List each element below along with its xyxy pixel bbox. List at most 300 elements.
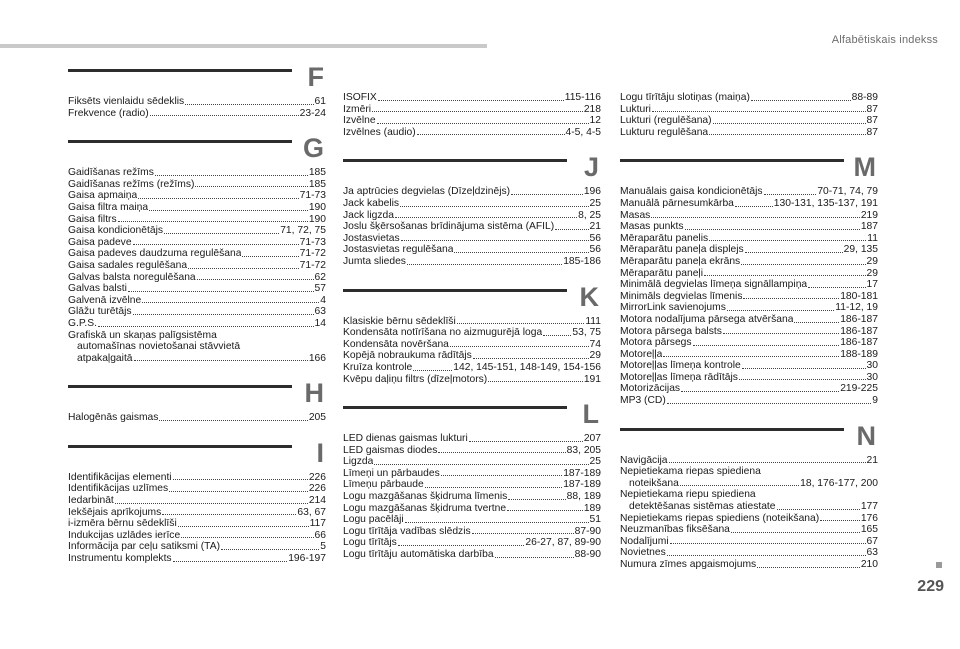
index-entry xyxy=(343,433,601,445)
letter-heading xyxy=(68,62,326,96)
entry-page: 205 xyxy=(308,412,326,424)
index-entry xyxy=(68,96,326,108)
letter-rule xyxy=(343,289,567,292)
index-entry xyxy=(620,547,878,559)
section-letter: L xyxy=(582,399,599,430)
index-section xyxy=(343,399,601,561)
index-entry xyxy=(620,244,878,256)
dot-leader xyxy=(195,186,307,187)
index-entry xyxy=(68,167,326,179)
index-entry xyxy=(620,337,878,349)
entry-page: 17 xyxy=(866,279,878,291)
section-letter: H xyxy=(304,378,324,409)
entry-text: Gaisa apmaiņa xyxy=(68,190,138,202)
index-entry xyxy=(343,186,601,198)
entry-page: 219-225 xyxy=(840,383,878,395)
dot-leader xyxy=(670,543,866,544)
index-entry xyxy=(68,483,326,495)
dot-leader xyxy=(669,462,866,463)
entry-text: Minimāls degvielas līmenis xyxy=(620,290,743,302)
entry-text: i-izmēra bērnu sēdeklīši xyxy=(68,518,177,530)
dot-leader xyxy=(374,464,588,465)
entry-text: Līmeņi un pārbaudes xyxy=(343,467,440,479)
entry-text: Gaisa sadales regulēšana xyxy=(68,259,188,271)
entry-page: 219 xyxy=(860,209,878,221)
index-entry xyxy=(343,339,601,351)
index-entry xyxy=(620,256,878,268)
entry-page: 51 xyxy=(589,514,601,526)
letter-rule xyxy=(68,140,292,143)
dot-leader xyxy=(149,210,308,211)
dot-leader xyxy=(743,298,839,299)
entry-text: Jumta sliedes xyxy=(343,255,406,267)
entry-text: LED gaismas diodes xyxy=(343,444,438,456)
index-entry xyxy=(68,202,326,214)
index-entry xyxy=(343,327,601,339)
entry-text: LED dienas gaismas lukturi xyxy=(343,433,468,445)
index-entry xyxy=(343,503,601,515)
entry-text: Ja aptrūcies degvielas (Dīzeļdzinējs) xyxy=(343,186,511,198)
entry-page: 74 xyxy=(589,338,601,350)
index-entry xyxy=(620,349,878,361)
entry-page: 186-187 xyxy=(840,313,878,325)
entry-text: Fiksēts vienlaidu sēdeklis xyxy=(68,96,185,107)
index-entry xyxy=(620,92,878,104)
dot-leader xyxy=(667,403,872,404)
dot-leader xyxy=(197,279,314,280)
section-letter: G xyxy=(302,133,324,164)
dot-leader xyxy=(681,391,839,392)
entry-text: Grafiskā un skaņas palīgsistēma xyxy=(68,329,217,341)
entry-text: Logu mazgāšanas šķidruma līmenis xyxy=(343,491,508,503)
index-entry xyxy=(68,237,326,249)
section-letter: K xyxy=(579,281,599,312)
entry-page: 186-187 xyxy=(840,325,878,337)
index-column-1 xyxy=(68,62,326,565)
entry-text: Neuzmanības fiksēšana xyxy=(620,524,730,536)
dot-leader xyxy=(115,503,308,504)
dot-leader xyxy=(751,100,851,101)
entry-page: 4 xyxy=(320,294,326,306)
dot-leader xyxy=(693,345,840,346)
entry-page: 71-72 xyxy=(299,259,326,271)
dot-leader xyxy=(118,221,308,222)
entry-page: 218 xyxy=(583,103,601,115)
dot-leader xyxy=(709,240,866,241)
index-entry xyxy=(68,108,326,120)
index-section xyxy=(68,133,326,364)
section-letter: N xyxy=(856,420,876,451)
entry-text: Gaisa filtra maiņa xyxy=(68,201,149,213)
entry-list xyxy=(343,316,601,386)
entry-list xyxy=(343,433,601,561)
index-entry xyxy=(68,541,326,553)
dot-leader xyxy=(372,111,583,112)
dot-leader xyxy=(794,322,839,323)
dot-leader xyxy=(739,379,866,380)
index-entry xyxy=(343,233,601,245)
entry-page: 30 xyxy=(866,360,878,372)
letter-heading xyxy=(68,133,326,167)
entry-page: 130-131, 135-137, 191 xyxy=(773,197,878,209)
entry-page: 185 xyxy=(308,167,326,179)
entry-text: Identifikācijas elementi xyxy=(68,471,172,483)
entry-text: Jack kabelis xyxy=(343,197,400,209)
index-entry xyxy=(68,507,326,519)
entry-text: Novietnes xyxy=(620,547,666,559)
dot-leader xyxy=(142,302,319,303)
entry-text: Jostasvietas xyxy=(343,232,400,244)
entry-text: Kruīza kontrole xyxy=(343,361,413,373)
entry-text: Gaidīšanas režīms xyxy=(68,167,154,179)
entry-page: 11-12, 19 xyxy=(835,302,878,314)
index-entry xyxy=(343,92,601,104)
index-entry xyxy=(68,472,326,484)
dot-leader xyxy=(395,217,577,218)
entry-page: 18, 176-177, 200 xyxy=(800,477,878,489)
index-entry xyxy=(620,198,878,210)
entry-page: 12 xyxy=(589,115,601,127)
entry-page: 61 xyxy=(314,96,326,107)
index-entry xyxy=(620,314,878,326)
page-marker-square xyxy=(936,562,942,568)
entry-page: 29 xyxy=(866,255,878,267)
entry-text: Frekvence (radio) xyxy=(68,107,149,119)
index-entry xyxy=(68,190,326,202)
entry-page: 57 xyxy=(314,283,326,295)
entry-page: 226 xyxy=(308,471,326,483)
dot-leader xyxy=(457,323,585,324)
entry-text: Izmēri xyxy=(343,103,372,115)
index-entry-continuation xyxy=(620,501,878,513)
entry-page: 88-89 xyxy=(851,92,878,103)
entry-page: 190 xyxy=(308,201,326,213)
entry-text: G.P.S. xyxy=(68,317,97,329)
entry-text: Jack ligzda xyxy=(343,209,394,221)
entry-text: Motora nodalījuma pārsega atvēršana xyxy=(620,313,794,325)
dot-leader xyxy=(134,360,308,361)
dot-leader xyxy=(507,510,583,511)
dot-leader xyxy=(543,335,571,336)
entry-text: Gaisa kondicionētājs xyxy=(68,225,164,237)
dot-leader xyxy=(173,479,308,480)
dot-leader xyxy=(242,256,298,257)
index-entry xyxy=(620,186,878,198)
dot-leader xyxy=(398,545,525,546)
dot-leader xyxy=(652,111,866,112)
letter-rule xyxy=(620,428,844,431)
entry-text: Izvēlnes (audio) xyxy=(343,126,416,138)
entry-text: Logu tīrītāja vadības slēdzis xyxy=(343,525,471,537)
letter-heading xyxy=(620,421,878,455)
index-entry xyxy=(68,272,326,284)
index-entry xyxy=(620,233,878,245)
dot-leader xyxy=(413,370,452,371)
index-section xyxy=(68,438,326,565)
entry-page: 29 xyxy=(866,267,878,279)
entry-text: Lukturi (regulēšana) xyxy=(620,115,712,127)
index-entry xyxy=(620,302,878,314)
index-entry-continuation xyxy=(620,478,878,490)
letter-rule xyxy=(620,159,844,162)
section-letter: J xyxy=(583,152,599,183)
entry-page: 87-90 xyxy=(574,525,601,537)
index-entry xyxy=(343,115,601,127)
entry-page: 14 xyxy=(314,317,326,329)
entry-page: 210 xyxy=(860,559,878,570)
index-column-3 xyxy=(620,92,878,571)
dot-leader xyxy=(820,520,860,521)
dot-leader xyxy=(469,441,583,442)
entry-page: 111 xyxy=(585,315,601,327)
entry-text: Glāžu turētājs xyxy=(68,306,132,318)
entry-list xyxy=(68,412,326,424)
dot-leader xyxy=(488,381,583,382)
dot-leader xyxy=(741,264,865,265)
entry-text: Mēraparātu panelis xyxy=(620,232,709,244)
entry-page: 29 xyxy=(589,350,601,362)
dot-leader xyxy=(709,134,865,135)
index-entry xyxy=(343,549,601,561)
entry-page: 190 xyxy=(308,213,326,225)
index-entry xyxy=(620,513,878,525)
dot-leader xyxy=(133,314,314,315)
index-entry xyxy=(620,279,878,291)
entry-page: 71, 72, 75 xyxy=(280,225,326,237)
entry-text: Galvas balsta noregulēšana xyxy=(68,271,196,283)
dot-leader xyxy=(407,264,562,265)
entry-page: 189 xyxy=(583,502,601,514)
dot-leader xyxy=(495,557,574,558)
entry-text: noteikšana xyxy=(629,477,679,489)
entry-text: Logu tīrītāju slotiņas (maiņa) xyxy=(620,92,750,103)
dot-leader xyxy=(164,233,279,234)
index-entry xyxy=(620,536,878,548)
entry-page: 56 xyxy=(589,244,601,256)
section-title: Alfabētiskais indekss xyxy=(831,34,938,46)
entry-text: Mēraparātu paneļa displejs xyxy=(620,244,744,256)
entry-text: Mēraparātu paneļa ekrāns xyxy=(620,255,741,267)
letter-rule xyxy=(343,159,567,162)
entry-page: 25 xyxy=(589,197,601,209)
entry-page: 226 xyxy=(308,483,326,495)
entry-page: 83, 205 xyxy=(566,444,601,456)
index-entry xyxy=(343,479,601,491)
dot-leader xyxy=(162,514,296,515)
dot-leader xyxy=(742,368,866,369)
entry-list xyxy=(68,472,326,565)
index-entry xyxy=(343,244,601,256)
entry-page: 26-27, 87, 89-90 xyxy=(525,537,601,549)
entry-text: Motoreļļas līmeņa rādītājs xyxy=(620,371,738,383)
dot-leader xyxy=(731,532,860,533)
letter-heading xyxy=(620,152,878,186)
index-entry xyxy=(343,350,601,362)
entry-text: ISOFIX xyxy=(343,92,377,103)
index-section xyxy=(620,421,878,571)
dot-leader xyxy=(450,346,589,347)
entry-text: Masas punkts xyxy=(620,221,684,233)
dot-leader xyxy=(713,123,866,124)
entry-text: Nodalījumi xyxy=(620,535,669,547)
entry-text: Klasiskie bērnu sēdeklīši xyxy=(343,315,456,327)
entry-text: Logu tīrītāju automātiska darbība xyxy=(343,549,494,561)
entry-page: 5 xyxy=(320,541,326,553)
entry-page: 186-187 xyxy=(840,337,878,349)
entry-list xyxy=(343,92,601,138)
dot-leader xyxy=(667,555,866,556)
entry-page: 63, 67 xyxy=(297,506,326,518)
entry-text: Galvas balsti xyxy=(68,283,127,295)
entry-page: 142, 145-151, 148-149, 154-156 xyxy=(453,361,601,373)
entry-text: Lukturu regulēšana xyxy=(620,126,709,138)
entry-page: 29, 135 xyxy=(843,244,878,256)
entry-text: Halogēnās gaismas xyxy=(68,412,159,424)
entry-page: 87 xyxy=(866,103,878,115)
index-entry xyxy=(68,306,326,318)
dot-leader xyxy=(133,244,299,245)
letter-heading xyxy=(68,378,326,412)
entry-text: MP3 (CD) xyxy=(620,395,666,407)
dot-leader xyxy=(651,217,859,218)
dot-leader xyxy=(173,561,288,562)
dot-leader xyxy=(185,104,313,105)
index-entry xyxy=(343,445,601,457)
dot-leader xyxy=(757,567,860,568)
page-number: 229 xyxy=(917,578,944,595)
entry-page: 87 xyxy=(866,115,878,127)
entry-list xyxy=(620,92,878,138)
entry-text: Logu pacēlāji xyxy=(343,514,404,526)
entry-text: Jostasvietas regulēšana xyxy=(343,244,454,256)
index-entry xyxy=(68,295,326,307)
index-entry xyxy=(343,526,601,538)
header-rule xyxy=(0,44,487,48)
entry-page: 185-186 xyxy=(563,255,601,267)
entry-list xyxy=(343,186,601,267)
dot-leader xyxy=(727,310,834,311)
index-entry xyxy=(68,553,326,565)
dot-leader xyxy=(438,452,565,453)
index-entry xyxy=(620,326,878,338)
entry-page: 88-90 xyxy=(574,549,601,561)
dot-leader xyxy=(473,358,589,359)
index-entry xyxy=(620,383,878,395)
entry-page: 67 xyxy=(866,535,878,547)
entry-text: Iekšējais aprīkojums xyxy=(68,506,162,518)
entry-text: Iedarbināt xyxy=(68,495,114,507)
entry-page: 214 xyxy=(308,495,326,507)
dot-leader xyxy=(511,194,583,195)
index-section xyxy=(343,152,601,267)
entry-page: 25 xyxy=(589,456,601,468)
dot-leader xyxy=(128,291,314,292)
letter-heading xyxy=(343,152,601,186)
dot-leader xyxy=(808,287,865,288)
dot-leader xyxy=(377,123,589,124)
dot-leader xyxy=(221,549,319,550)
entry-text: Minimālā degvielas līmeņa signāllampiņa xyxy=(620,279,808,291)
dot-leader xyxy=(169,491,308,492)
entry-page: 185 xyxy=(308,178,326,190)
index-entry xyxy=(68,179,326,191)
index-entry xyxy=(68,330,326,342)
dot-leader xyxy=(98,326,314,327)
dot-leader xyxy=(400,206,588,207)
index-section xyxy=(343,92,601,138)
index-entry xyxy=(343,210,601,222)
entry-text: Galvenā izvēlne xyxy=(68,294,142,306)
entry-page: 88, 189 xyxy=(566,491,601,503)
dot-leader xyxy=(680,485,799,486)
index-entry xyxy=(620,466,878,478)
entry-page: 4-5, 4-5 xyxy=(565,126,601,138)
index-entry xyxy=(620,291,878,303)
entry-page: 21 xyxy=(589,221,601,233)
index-entry xyxy=(68,225,326,237)
index-section xyxy=(620,152,878,406)
entry-continuation: automašīnas novietošanai stāvvietā xyxy=(77,341,241,353)
index-entry xyxy=(343,374,601,386)
index-entry xyxy=(343,256,601,268)
entry-page: 191 xyxy=(583,373,601,385)
entry-text: Masas xyxy=(620,209,651,221)
dot-leader xyxy=(425,487,562,488)
entry-text: detektēšanas sistēmas atiestate xyxy=(629,501,776,513)
index-entry xyxy=(343,468,601,480)
index-section xyxy=(343,282,601,386)
index-entry xyxy=(620,360,878,372)
dot-leader xyxy=(745,252,843,253)
index-entry xyxy=(68,518,326,530)
index-entry xyxy=(620,221,878,233)
entry-list xyxy=(68,167,326,364)
index-entry xyxy=(343,104,601,116)
dot-leader xyxy=(441,475,562,476)
letter-rule xyxy=(68,445,292,448)
dot-leader xyxy=(401,240,589,241)
dot-leader xyxy=(454,252,588,253)
entry-page: 71-73 xyxy=(299,190,326,202)
dot-leader xyxy=(777,509,860,510)
index-entry xyxy=(68,412,326,424)
entry-page: 62 xyxy=(314,271,326,283)
dot-leader xyxy=(138,198,298,199)
index-entry xyxy=(68,495,326,507)
dot-leader xyxy=(555,229,588,230)
entry-page: 115-116 xyxy=(564,92,601,103)
entry-page: 71-73 xyxy=(299,236,326,248)
index-entry xyxy=(68,260,326,272)
entry-page: 176 xyxy=(860,512,878,524)
section-letter: M xyxy=(853,152,876,183)
dot-leader xyxy=(472,533,574,534)
index-entry xyxy=(68,318,326,330)
index-entry xyxy=(343,127,601,139)
entry-page: 87 xyxy=(866,126,878,138)
entry-page: 117 xyxy=(309,518,326,530)
entry-text: Manuālais gaisa kondicionētājs xyxy=(620,186,763,198)
entry-text: Kvēpu daļiņu filtrs (dīzeļmotors) xyxy=(343,373,488,385)
index-entry xyxy=(343,221,601,233)
entry-page: 207 xyxy=(583,433,601,445)
entry-page: 53, 75 xyxy=(572,327,601,339)
entry-list xyxy=(620,186,878,406)
index-entry xyxy=(68,214,326,226)
letter-heading xyxy=(343,282,601,316)
entry-page: 166 xyxy=(308,352,326,364)
index-section xyxy=(68,378,326,424)
